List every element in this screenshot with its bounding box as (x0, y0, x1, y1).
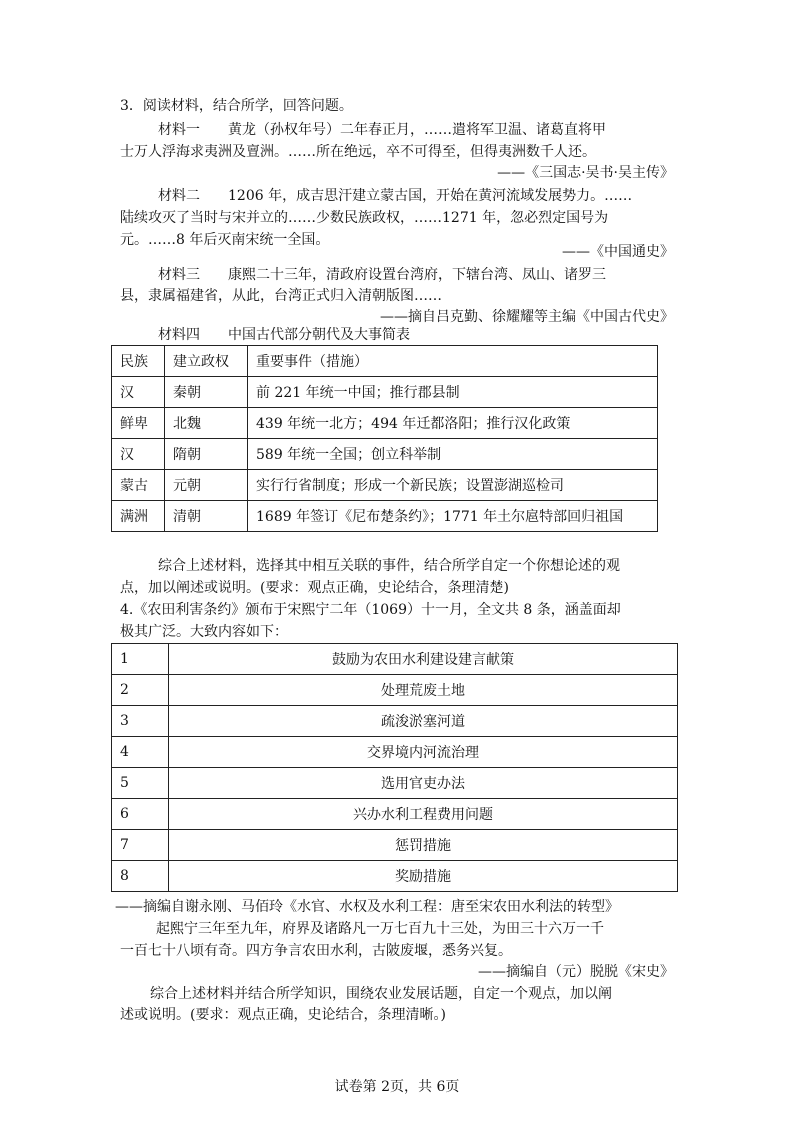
table-cell: 439 年统一北方；494 年迁都洛阳；推行汉化政策 (248, 408, 658, 439)
table-cell: 疏浚淤塞河道 (169, 706, 678, 737)
table-cell: 汉 (112, 439, 165, 470)
table-cell: 满洲 (112, 501, 165, 532)
table-row (112, 768, 678, 799)
table-cell: 北魏 (165, 408, 248, 439)
table-header-cell: 建立政权 (165, 346, 248, 377)
material-2-source: ——《中国通史》 (562, 244, 674, 260)
table-cell: 589 年统一全国；创立科举制 (248, 439, 658, 470)
material-2-line-1: 材料二 1206 年，成吉思汗建立蒙古国，开始在黄河流域发展势力。…… (158, 188, 633, 204)
table-row (112, 737, 678, 768)
table-cell: 奖励措施 (169, 861, 678, 892)
table-cell: 鼓励为农田水利建设建言献策 (169, 644, 678, 675)
material-2-line-3: 元。……8 年后灭南宋统一全国。 (120, 232, 330, 248)
q4-task-line-2: 述或说明。(要求：观点正确，史论结合，条理清晰。) (120, 1007, 446, 1023)
table-cell: 隋朝 (165, 439, 248, 470)
q4-para-2-line-2: 一百七十八顷有奇。四方争言农田水利，古陂废堰，悉务兴复。 (120, 943, 512, 959)
treaty-table (111, 643, 678, 892)
material-4-title: 材料四 中国古代部分朝代及大事简表 (158, 327, 410, 343)
table-row (112, 377, 658, 408)
material-3-source: ——摘自吕克勤、徐耀耀等主编《中国古代史》 (380, 309, 674, 325)
table-cell: 选用官吏办法 (169, 768, 678, 799)
q4-para-2-line-1: 起熙宁三年至九年，府界及诸路凡一万七百九十三处，为田三十六万一千 (156, 921, 604, 937)
material-2-line-2: 陆续攻灭了当时与宋并立的……少数民族政权，……1271 年，忽必烈定国号为 (120, 210, 609, 226)
table-row (112, 830, 678, 861)
q4-task-line-1: 综合上述材料并结合所学知识，围绕农业发展话题，自定一个观点，加以阐 (150, 986, 612, 1002)
table-cell: 惩罚措施 (169, 830, 678, 861)
material-1-line-2: 士万人浮海求夷洲及亶洲。……所在绝远，卒不可得至，但得夷洲数千人还。 (120, 144, 596, 160)
table-row (112, 675, 678, 706)
material-1-line-1: 材料一 黄龙（孙权年号）二年春正月，……遣将军卫温、诸葛直将甲 (158, 122, 606, 138)
table-cell: 5 (112, 768, 169, 799)
table-cell: 实行行省制度；形成一个新民族；设置澎湖巡检司 (248, 470, 658, 501)
table-cell: 1689 年签订《尼布楚条约》；1771 年土尔扈特部回归祖国 (248, 501, 658, 532)
table-cell: 前 221 年统一中国；推行郡县制 (248, 377, 658, 408)
q4-intro-line-1: 4.《农田利害条约》颁布于宋熙宁二年（1069）十一月，全文共 8 条，涵盖面却 (120, 602, 621, 618)
table-row (112, 861, 678, 892)
table-cell: 2 (112, 675, 169, 706)
table-cell: 兴办水利工程费用问题 (169, 799, 678, 830)
table-cell: 元朝 (165, 470, 248, 501)
table-row (112, 408, 658, 439)
table-cell: 鲜卑 (112, 408, 165, 439)
table-row (112, 644, 678, 675)
q3-task-line-2: 点，加以阐述或说明。(要求：观点正确，史论结合，条理清楚) (120, 580, 509, 596)
table-header-row (112, 346, 658, 377)
table-row (112, 501, 658, 532)
table-cell: 3 (112, 706, 169, 737)
table-cell: 6 (112, 799, 169, 830)
table-cell: 处理荒废土地 (169, 675, 678, 706)
table-cell: 蒙古 (112, 470, 165, 501)
table-cell: 8 (112, 861, 169, 892)
material-3-line-1: 材料三 康熙二十三年，清政府设置台湾府，下辖台湾、凤山、诸罗三 (158, 267, 606, 283)
page-footer: 试卷第 2页，共 6页 (334, 1079, 460, 1095)
table-cell: 秦朝 (165, 377, 248, 408)
table-cell: 清朝 (165, 501, 248, 532)
table-cell: 1 (112, 644, 169, 675)
table-header-cell: 民族 (112, 346, 165, 377)
table-row (112, 470, 658, 501)
table-row (112, 799, 678, 830)
q3-heading: 3．阅读材料，结合所学，回答问题。 (120, 98, 353, 114)
table-row (112, 706, 678, 737)
material-1-source: ——《三国志·吴书·吴主传》 (497, 165, 674, 181)
table-cell: 交界境内河流治理 (169, 737, 678, 768)
table-row (112, 439, 658, 470)
dynasty-table (111, 345, 658, 532)
table-cell: 7 (112, 830, 169, 861)
q4-source-1: ——摘编自谢永刚、马佰玲《水官、水权及水利工程：唐至宋农田水利法的转型》 (115, 899, 619, 915)
q3-task-line-1: 综合上述材料，选择其中相互关联的事件，结合所学自定一个你想论述的观 (158, 558, 620, 574)
q4-intro-line-2: 极其广泛。大致内容如下： (120, 624, 288, 640)
q4-source-2: ——摘编自（元）脱脱《宋史》 (478, 964, 674, 980)
table-cell: 汉 (112, 377, 165, 408)
table-cell: 4 (112, 737, 169, 768)
material-3-line-2: 县，隶属福建省，从此，台湾正式归入清朝版图…… (120, 288, 442, 304)
table-header-cell: 重要事件（措施） (248, 346, 658, 377)
